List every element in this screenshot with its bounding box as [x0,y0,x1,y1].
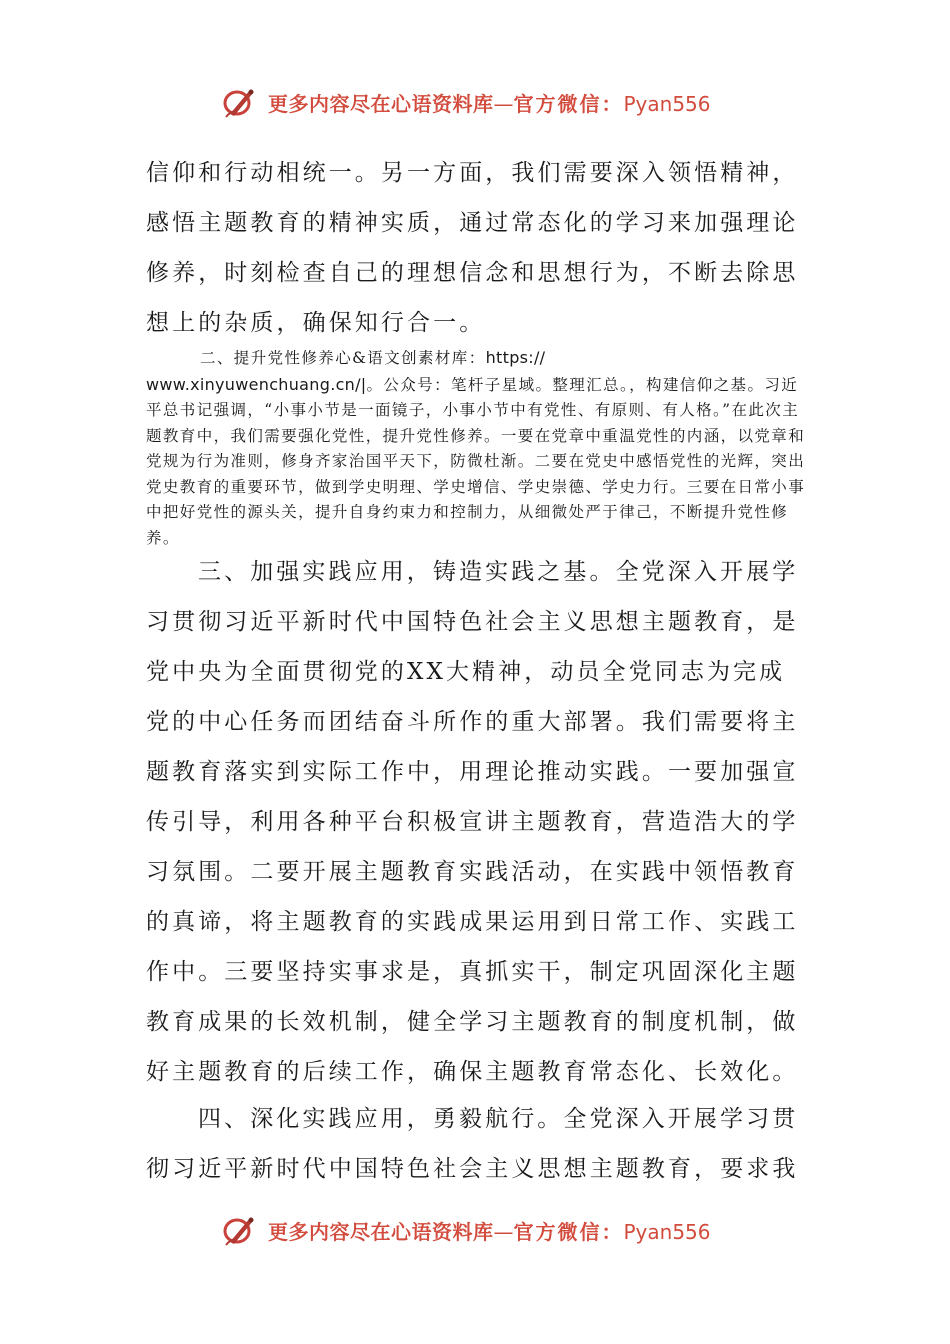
banner-main-text: 更多内容尽在心语资料库 [268,1219,494,1244]
banner-text [268,1216,711,1245]
pen-calligraphy-logo-icon [222,1212,258,1248]
banner-wechat-label: 官方微信： [513,91,624,116]
paragraph-practice: 三、加强实践应用，铸造实践之基。全党深入开展学习贯彻习近平新时代中国特色社会主义思想主题教育，是党中央为全面贯彻党的XX大精神，动员全党同志为完成党的中心任务而团结奋斗所作的重大部署。我们需要将主题教育落实到实际工作中，用理论推动实践。一要加强宣传引导，利用各种平台积极宣讲主题教育，营造浩大的学习氛围。二要开展主题教育实践活动，在实践中领悟教育的真谛，将主题教育的实践成果运用到日常工作、实践工作中。三要坚持实事求是，真抓实干，制定巩固深化主题教育成果的长效机制，健全学习主题教育的制度机制，做好主题教育的后续工作，确保主题教育常态化、长效化。 [146,559,799,1085]
pen-calligraphy-logo-icon [222,84,258,120]
text-line: 修养，时刻检查自己的理想信念和思想行为，不断去除思 [146,260,799,286]
text-line: 信仰和行动相统一。另一方面，我们需要深入领悟精神， [146,160,799,186]
source-url-part-b: www.xinyuwenchuang.cn/| [146,374,367,394]
banner-separator: — [493,1219,514,1244]
banner-wechat-handle: Pyan556 [623,91,711,116]
banner-text [268,88,711,117]
header-banner [222,82,742,122]
text-line: 感悟主题教育的精神实质，通过常态化的学习来加强理论 [146,210,799,236]
paragraph-continuation [146,148,806,348]
footer-banner [222,1210,742,1250]
banner-separator: — [493,91,514,116]
paragraph-party-spirit [146,345,810,551]
banner-main-text: 更多内容尽在心语资料库 [268,91,494,116]
source-url-part-a: https:// [485,348,546,367]
banner-wechat-handle: Pyan556 [623,1219,711,1244]
section-body-2: 。公众号：笔杆子星域。整理汇总。，构建信仰之基。习近平总书记强调，“小事小节是一面镜子，小事小节中有党性、有原则、有人格。”在此次主题教育中，我们需要强化党性，提升党性修养。一要在党章中重温党性的内涵，以党章和党规为行为准则，修身齐家治国平天下，防微杜渐。二要在党史中感悟党性的光辉，突出党史教育的重要环节，做到学史明理、学史增信、学史崇德、学史力行。三要在日常小事中把好党性的源头关，提升自身约束力和控制力，从细微处严于律己，不断提升党性修养。 [146,375,806,547]
banner-wechat-label: 官方微信： [513,1219,624,1244]
text-line: 想上的杂质，确保知行合一。 [146,310,486,336]
paragraph-deepen: 四、深化实践应用，勇毅航行。全党深入开展学习贯彻习近平新时代中国特色社会主义思想主题教育，要求我 [146,1106,799,1182]
section-heading-2: 二、提升党性修养心&语文创素材库： [200,349,486,367]
